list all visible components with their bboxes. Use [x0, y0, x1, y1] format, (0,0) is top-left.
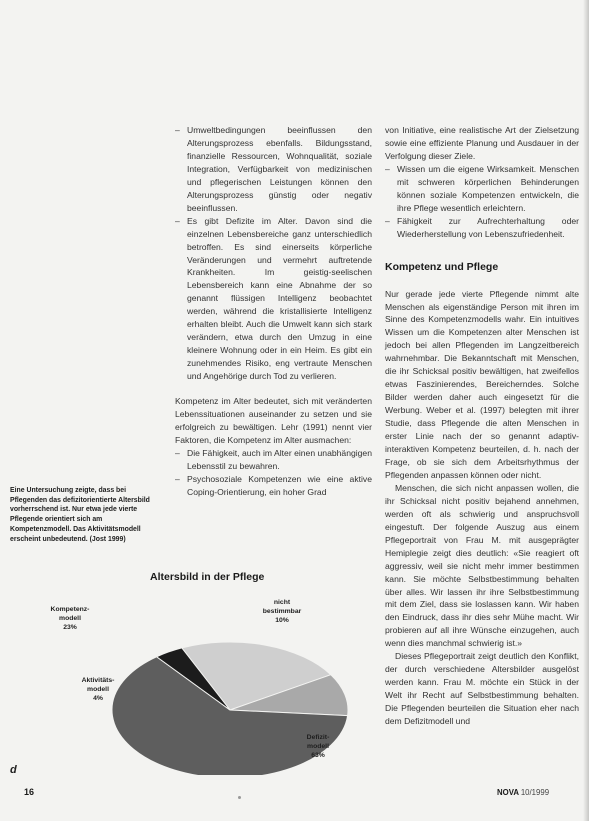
article-column-middle	[175, 124, 372, 499]
slice-label-line: Kompetenz-	[50, 606, 90, 613]
slice-label-aktivitaetsmodell	[70, 676, 126, 703]
slice-label-line: 23%	[63, 624, 77, 631]
slice-label-line: 10%	[275, 617, 289, 624]
list-item: – Es gibt Defizite im Alter. Davon sind die einzelnen Lebensbereiche ganz unterschiedlich betroffen. Es sind einerseits körperliche Veränderungen und vermehrt auftretende Krankheiten. Im geistig-seelischen Lebensbereich kann eine Abnahme der so genannt flüssigen Intelligenz beobachtet werden, während die kristallisierte Intelligenz erhalten bleibt. Auch die Umwelt kann sich stark verändern, etwa durch den Umzug in eine kleinere Wohnung oder in ein Heim. Es gibt ein zunehmendes Risiko, eng vertraute Menschen und Angehörige durch Tod zu verlieren.	[175, 215, 372, 383]
competence-factors-list	[175, 447, 372, 499]
competence-factors-list-continued	[385, 163, 579, 241]
pie-chart-svg	[100, 585, 385, 775]
slice-label-line: Aktivitäts-	[81, 677, 115, 684]
slice-label-line: 63%	[311, 752, 325, 759]
slice-label-line: bestimmbar	[262, 608, 302, 615]
paragraph: Nur gerade jede vierte Pflegende nimmt alte Menschen als eigenständige Person mit ihren im Sinne des Kompetenzmodells wahr. Ein intuitives Wissen um die Kompetenzen alter Menschen ist jedoch bei allen Pflegenden im Langzeitbereich wahrnehmbar. Die Bekanntschaft mit Menschen, die ihr Schicksal positiv bewältigen, hat zweifellos etwas Faszinierendes, Bereicherndes. Solche Bilder werden daher auch eingesetzt für die Werbung. Weber et al. (1997) belegten mit ihrer Studie, dass Pflegende die alten Menschen in erster Linie nach der so genannt adaptiv-interaktiven Kompetenz beurteilen, d. h. nach der Frage, ob sie sich dem Arbeitsrhythmus der Pflegenden anpassen können oder nicht.	[385, 288, 579, 480]
magazine-name: NOVA	[497, 788, 519, 797]
slice-label-kompetenzmodell	[40, 605, 100, 632]
slice-label-line: Defizit-	[306, 734, 330, 741]
list-item: – Umweltbedingungen beeinflussen den Alterungsprozess ebenfalls. Bildungsstand, finanzielle Ressourcen, Wohnqualität, soziale Integration, Verfügbarkeit von medizinischen und pflegerischen Leistungen können den Alterungsprozess günstig oder negativ beeinflussen.	[175, 124, 372, 215]
list-item: – Wissen um die eigene Wirksamkeit. Menschen mit schweren körperlichen Behinderungen können soziale Kompetenzen entwickeln, die ihre Pflege wesentlich erleichtern.	[385, 163, 579, 215]
chart-title: Altersbild in der Pflege	[150, 571, 265, 583]
issue-number: 10/1999	[520, 788, 550, 797]
list-item: – Psychosoziale Kompetenzen wie eine aktive Coping-Orientierung, ein hoher Grad	[175, 473, 372, 499]
page-number: 16	[24, 787, 35, 797]
slice-label-line: modell	[59, 615, 81, 622]
slice-label-defizitmodell	[294, 733, 342, 760]
paragraph: Dieses Pflegeportrait zeigt deutlich den Konflikt, der durch verschiedene Altersbilder ausgelöst werden kann. Frau M. möchte ein Stück in der Welt ihr Recht auf Selbstbestimmung behalten. Die Pflegenden beurteilen die Situation eher nach dem Defizitmodell und	[385, 651, 579, 727]
article-column-right	[385, 124, 579, 728]
logo-mark: d	[10, 764, 17, 776]
paragraph: Menschen, die sich nicht anpassen wollen, die ihr Schicksal nicht positiv bejahend annehmen, werden oft als schwierig und anspruchsvoll eingestuft. Der folgende Auszug aus einem Pflegeportrait von Frau M. mit ausgeprägter Hemiplegie zeigt dies deutlich: «Sie reagiert oft aggressiv, weil sie nicht mehr immer bestimmen kann. Sie möchte Selbstbestimmung behalten über alles. Wir lassen ihr ihre Selbstbestimmung mit dem Ziel, dass sie loslassen kann. Wir haben den Eindruck, dass ihr dies sehr Mühe macht. Wir probieren auf all ihre Wünsche einzugehen, auch wenn dies manchmal schwierig ist.»	[385, 482, 579, 649]
slice-label-line: 4%	[93, 695, 103, 702]
paragraph: Kompetenz im Alter bedeutet, sich mit veränderten Lebenssituationen auseinander zu setzen und sie erfolgreich zu bewältigen. Lehr (1991) nennt vier Faktoren, die Kompetenz im Alter ausmachen:	[175, 396, 372, 445]
print-mark	[238, 796, 241, 799]
slice-label-line: modell	[87, 686, 109, 693]
aging-factors-list	[175, 124, 372, 383]
slice-label-line: modell	[307, 743, 329, 750]
slice-label-nicht-bestimmbar	[252, 598, 312, 625]
sidebar-caption: Eine Untersuchung zeigte, dass bei Pflegenden das defizitorientierte Altersbild vorherrschend ist. Nur etwa jede vierte Pflegende orientiert sich am Kompetenzmodell. Das Aktivitätsmodell erscheint unbedeutend. (Jost 1999)	[10, 487, 150, 543]
list-item: – Fähigkeit zur Aufrechterhaltung oder Wiederherstellung von Lebenszufriedenheit.	[385, 215, 579, 241]
list-item: – Die Fähigkeit, auch im Alter einen unabhängigen Lebensstil zu bewahren.	[175, 447, 372, 473]
pie-chart	[100, 585, 385, 775]
section-heading: Kompetenz und Pflege	[385, 260, 499, 273]
slice-label-line: nicht	[273, 599, 291, 606]
page-edge-shadow	[583, 0, 589, 821]
magazine-footer	[497, 788, 549, 797]
paragraph: von Initiative, eine realistische Art der Zielsetzung sowie eine effiziente Planung und Ausdauer in der Verfolgung dieser Ziele.	[385, 125, 579, 161]
